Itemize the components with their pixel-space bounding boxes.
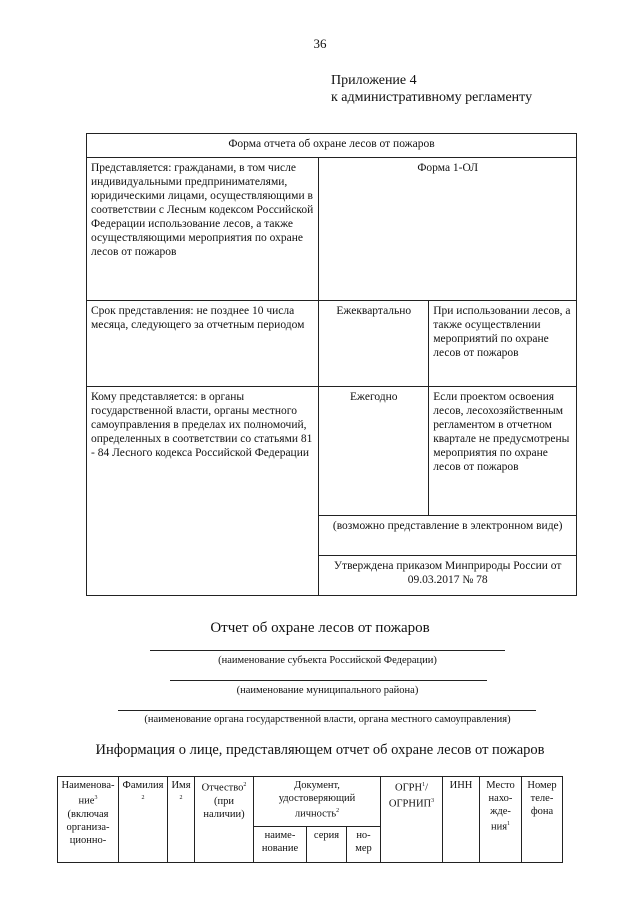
appendix-note xyxy=(331,72,532,106)
electronic-note: (возможно представление в электронном виде) xyxy=(319,516,577,556)
district-caption: (наименование муниципального района) xyxy=(236,685,419,696)
deadline: Срок представления: не позднее 10 числа месяца, следующего за отчетным периодом xyxy=(87,301,319,387)
approval-note: Утверждена приказом Минприроды России от 09.03.2017 № 78 xyxy=(319,556,577,596)
col-ogrn: ОГРН$^1$/ ОГРНИП$^3$ xyxy=(381,777,443,863)
col-doc-series: серия xyxy=(307,827,347,863)
report-title: Отчет об охране лесов от пожаров xyxy=(210,620,430,636)
form-header: Форма отчета об охране лесов от пожаров xyxy=(87,134,577,158)
appendix-line-1: Приложение 4 xyxy=(331,73,417,88)
page-number: 36 xyxy=(313,36,327,51)
col-first-name: Имя $^2$ xyxy=(168,777,195,863)
col-surname: Фамилия $^2$ xyxy=(119,777,168,863)
col-name: Наименова-ние$^3$ (включая организа-ционно- xyxy=(58,777,119,863)
col-phone: Номер теле-фона xyxy=(522,777,563,863)
info-heading: Информация о лице, представляющем отчет об охране лесов от пожаров xyxy=(95,742,545,758)
quarterly-condition: При использовании лесов, а также осуществлении мероприятий по охране лесов от пожаров xyxy=(429,301,577,387)
subject-line xyxy=(150,650,505,651)
annual-condition: Если проектом освоения лесов, лесохозяйственным регламентом в отчетном квартале не предусмотрены мероприятия по охране лесов от пожаров xyxy=(429,387,577,516)
col-location: Место нахо-жде-ния$^1$ xyxy=(480,777,522,863)
recipient: Кому представляется: в органы государственной власти, органы местного самоуправления в пределах их полномочий, определенных в соответствии со статьями 81 - 84 Лесного кодекса Российской Федерации xyxy=(87,387,319,596)
submitted-by: Представляется: гражданами, в том числе индивидуальными предпринимателями, юридическими лицами, осуществляющими в соответствии с Лесным кодексом Российской Федерации использование лесов, а также осуществляющими мероприятия по охране лесов от пожаров xyxy=(87,158,319,301)
col-doc-name: наиме-нование xyxy=(254,827,307,863)
authority-line xyxy=(118,710,536,711)
authority-caption: (наименование органа государственной власти, органа местного самоуправления) xyxy=(144,714,511,725)
form-code: Форма 1-ОЛ xyxy=(319,158,577,301)
col-document: Документ, удостоверяющий личность$^2$ xyxy=(254,777,381,827)
district-line xyxy=(170,680,487,681)
applicant-info-table xyxy=(57,776,563,863)
report-form-header-table xyxy=(86,133,577,596)
col-inn: ИНН xyxy=(443,777,480,863)
subject-caption: (наименование субъекта Российской Федерации) xyxy=(218,655,437,666)
annual: Ежегодно xyxy=(319,387,429,516)
quarterly: Ежеквартально xyxy=(319,301,429,387)
col-patronymic: Отчество$^2$ (при наличии) xyxy=(195,777,254,863)
col-doc-number: но-мер xyxy=(347,827,381,863)
appendix-line-2: к административному регламенту xyxy=(331,90,533,105)
